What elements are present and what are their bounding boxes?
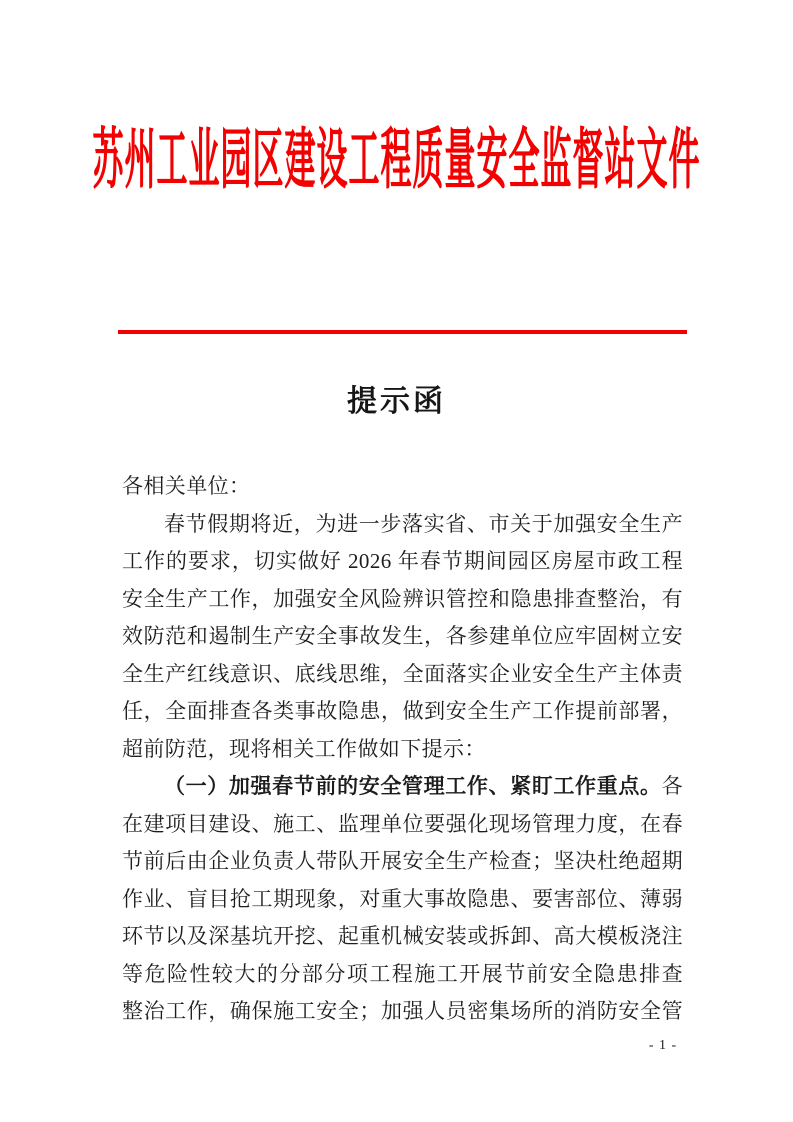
body-text-line: 作业、盲目抢工期现象，对重大事故隐患、要害部位、薄弱 [122, 886, 683, 911]
body-text-line: 节前后由企业负责人带队开展安全生产检查；坚决杜绝超期 [122, 849, 683, 873]
body-text-line: 全生产红线意识、底线思维，全面落实企业安全生产主体责 [122, 661, 683, 686]
body-text-line: 任，全面排查各类事故隐患，做到安全生产工作提前部署， [122, 699, 683, 723]
body-text-line: 超前防范，现将相关工作做如下提示： [122, 736, 486, 761]
page-number: - 1 - [648, 1038, 678, 1053]
document-body [122, 468, 683, 1031]
body-text-line: 环节以及深基坑开挖、起重机械安装或拆卸、高大模板浇注 [122, 924, 683, 948]
body-text-line: 安全生产工作，加强安全风险辨识管控和隐患排查整治，有 [122, 586, 683, 611]
salutation-line: 各相关单位： [122, 474, 251, 498]
document-title: 提示函 [347, 385, 446, 418]
section-heading-line [122, 768, 683, 806]
section-heading-bold: （一）加强春节前的安全管理工作、紧盯工作重点。 [164, 775, 662, 798]
agency-masthead [0, 118, 793, 197]
body-text-line: 春节假期将近，为进一步落实省、市关于加强安全生产 [164, 511, 683, 536]
masthead-divider-rule [118, 330, 687, 334]
section-heading-tail: 各 [661, 774, 683, 798]
body-text-line: 整治工作，确保施工安全；加强人员密集场所的消防安全管 [122, 999, 683, 1023]
body-text-line: 等危险性较大的分部分项工程施工开展节前安全隐患排查 [122, 961, 683, 986]
body-text-line: 在建项目建设、施工、监理单位要强化现场管理力度，在春 [122, 811, 683, 836]
agency-masthead-title: 苏州工业园区建设工程质量安全监督站文件 [92, 122, 701, 197]
body-text-line: 效防范和遏制生产安全事故发生，各参建单位应牢固树立安 [122, 624, 683, 648]
body-text-line: 工作的要求，切实做好 2026 年春节期间园区房屋市政工程 [122, 549, 683, 573]
